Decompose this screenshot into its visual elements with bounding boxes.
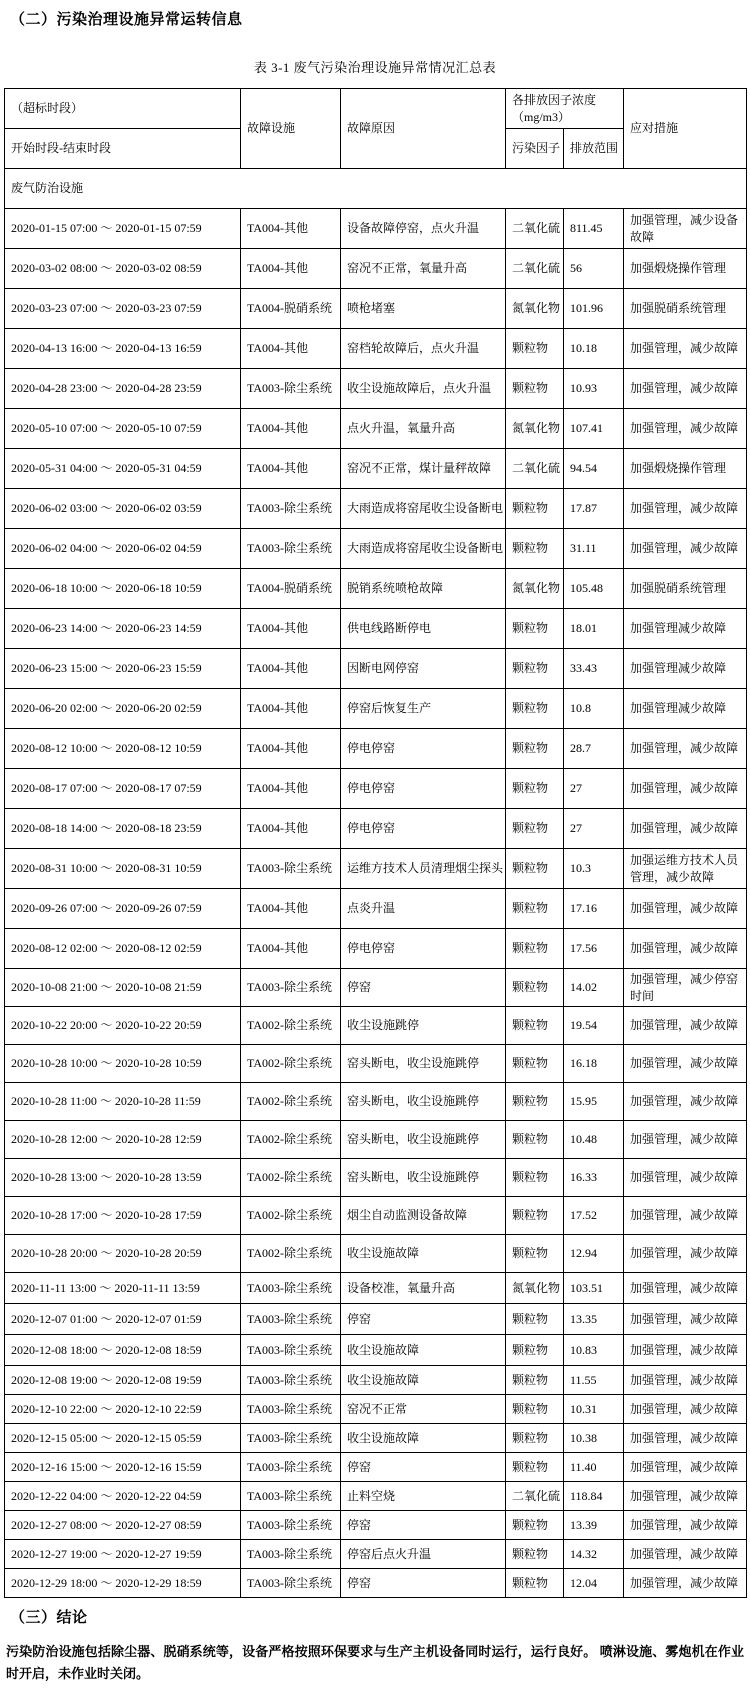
measure-cell: 加强管理，减少故障 <box>624 1453 747 1482</box>
table-row <box>5 209 747 249</box>
measure-cell: 加强管理，减少故障 <box>624 1159 747 1197</box>
pollutant-cell: 二氧化硫 <box>506 449 564 489</box>
facility-cell: TA003-除尘系统 <box>241 1273 341 1304</box>
reason-cell: 收尘设施故障 <box>341 1235 506 1273</box>
pollutant-cell: 颗粒物 <box>506 809 564 849</box>
measure-cell: 加强管理，减少故障 <box>624 809 747 849</box>
facility-cell: TA004-其他 <box>241 769 341 809</box>
value-cell: 28.7 <box>564 729 624 769</box>
value-cell: 11.40 <box>564 1453 624 1482</box>
facility-cell: TA002-除尘系统 <box>241 1007 341 1045</box>
pollutant-cell: 颗粒物 <box>506 769 564 809</box>
reason-cell: 止料空烧 <box>341 1482 506 1511</box>
reason-cell: 收尘设施故障 <box>341 1424 506 1453</box>
value-cell: 56 <box>564 249 624 289</box>
facility-cell: TA002-除尘系统 <box>241 1235 341 1273</box>
value-cell: 17.87 <box>564 489 624 529</box>
table-row <box>5 329 747 369</box>
table-row <box>5 369 747 409</box>
pollutant-cell: 颗粒物 <box>506 729 564 769</box>
facility-cell: TA003-除尘系统 <box>241 1366 341 1395</box>
facility-cell: TA002-除尘系统 <box>241 1121 341 1159</box>
period-cell: 2020-12-08 19:00 ～ 2020-12-08 19:59 <box>5 1366 241 1395</box>
period-cell: 2020-12-27 19:00 ～ 2020-12-27 19:59 <box>5 1540 241 1569</box>
table-row <box>5 649 747 689</box>
period-cell: 2020-09-26 07:00 ～ 2020-09-26 07:59 <box>5 889 241 929</box>
value-cell: 118.84 <box>564 1482 624 1511</box>
pollutant-cell: 二氧化硫 <box>506 1482 564 1511</box>
measure-cell: 加强管理，减少故障 <box>624 489 747 529</box>
pollutant-cell: 颗粒物 <box>506 689 564 729</box>
facility-cell: TA004-其他 <box>241 409 341 449</box>
period-cell: 2020-10-28 20:00 ～ 2020-10-28 20:59 <box>5 1235 241 1273</box>
measure-cell: 加强管理，减少故障 <box>624 729 747 769</box>
value-cell: 13.35 <box>564 1304 624 1335</box>
table-row <box>5 849 747 889</box>
table-row <box>5 1045 747 1083</box>
value-cell: 12.94 <box>564 1235 624 1273</box>
reason-cell: 停电停窑 <box>341 809 506 849</box>
period-cell: 2020-12-08 18:00 ～ 2020-12-08 18:59 <box>5 1335 241 1366</box>
pollutant-cell: 颗粒物 <box>506 649 564 689</box>
table-row <box>5 1366 747 1395</box>
period-cell: 2020-12-22 04:00 ～ 2020-12-22 04:59 <box>5 1482 241 1511</box>
facility-cell: TA004-其他 <box>241 249 341 289</box>
pollutant-cell: 颗粒物 <box>506 1395 564 1424</box>
facility-cell: TA004-其他 <box>241 809 341 849</box>
measure-cell: 加强管理，减少故障 <box>624 369 747 409</box>
table-row <box>5 529 747 569</box>
measure-cell: 加强管理减少故障 <box>624 649 747 689</box>
value-cell: 27 <box>564 809 624 849</box>
value-cell: 12.04 <box>564 1569 624 1598</box>
pollutant-cell: 颗粒物 <box>506 529 564 569</box>
reason-cell: 运维方技术人员清理烟尘探头 <box>341 849 506 889</box>
pollutant-cell: 颗粒物 <box>506 1366 564 1395</box>
footer-paragraph: 污染防治设施包括除尘器、脱硝系统等，设备严格按照环保要求与生产主机设备同时运行，运行良好。 喷淋设施、雾炮机在作业时开启，未作业时关闭。 <box>6 1644 744 1682</box>
period-cell: 2020-08-31 10:00 ～ 2020-08-31 10:59 <box>5 849 241 889</box>
measure-cell: 加强管理，减少故障 <box>624 1366 747 1395</box>
reason-cell: 设备故障停窑，点火升温 <box>341 209 506 249</box>
section-band-label: 废气防治设施 <box>5 169 747 209</box>
period-cell: 2020-06-23 14:00 ～ 2020-06-23 14:59 <box>5 609 241 649</box>
reason-cell: 停窑 <box>341 1569 506 1598</box>
pollutant-cell: 颗粒物 <box>506 1045 564 1083</box>
period-cell: 2020-08-12 02:00 ～ 2020-08-12 02:59 <box>5 929 241 969</box>
reason-cell: 窑头断电，收尘设施跳停 <box>341 1121 506 1159</box>
period-cell: 2020-12-27 08:00 ～ 2020-12-27 08:59 <box>5 1511 241 1540</box>
value-cell: 10.83 <box>564 1335 624 1366</box>
reason-cell: 窑头断电，收尘设施跳停 <box>341 1083 506 1121</box>
value-cell: 14.02 <box>564 969 624 1007</box>
measure-cell: 加强管理，减少故障 <box>624 1235 747 1273</box>
pollutant-cell: 氮氧化物 <box>506 409 564 449</box>
facility-cell: TA004-其他 <box>241 209 341 249</box>
measure-cell: 加强管理，减少故障 <box>624 1424 747 1453</box>
reason-cell: 点火升温，氧量升高 <box>341 409 506 449</box>
pollutant-cell: 颗粒物 <box>506 1121 564 1159</box>
table-row <box>5 409 747 449</box>
period-cell: 2020-12-07 01:00 ～ 2020-12-07 01:59 <box>5 1304 241 1335</box>
value-cell: 17.56 <box>564 929 624 969</box>
table-row <box>5 1424 747 1453</box>
facility-cell: TA003-除尘系统 <box>241 1482 341 1511</box>
reason-cell: 窑况不正常 <box>341 1395 506 1424</box>
measure-cell: 加强管理减少故障 <box>624 609 747 649</box>
value-cell: 101.96 <box>564 289 624 329</box>
pollutant-cell: 颗粒物 <box>506 329 564 369</box>
value-cell: 10.38 <box>564 1424 624 1453</box>
table-row <box>5 1482 747 1511</box>
measure-cell: 加强管理，减少故障 <box>624 1540 747 1569</box>
value-cell: 811.45 <box>564 209 624 249</box>
reason-cell: 因断电网停窑 <box>341 649 506 689</box>
table-caption: 表 3-1 废气污染治理设施异常情况汇总表 <box>253 60 497 75</box>
reason-cell: 停窑 <box>341 1453 506 1482</box>
measure-cell: 加强管理，减少故障 <box>624 1395 747 1424</box>
period-cell: 2020-11-11 13:00 ～ 2020-11-11 13:59 <box>5 1273 241 1304</box>
facility-cell: TA004-其他 <box>241 649 341 689</box>
header-measures: 应对措施 <box>624 89 747 169</box>
reason-cell: 收尘设施故障 <box>341 1366 506 1395</box>
measure-cell: 加强管理，减少故障 <box>624 929 747 969</box>
facility-cell: TA004-其他 <box>241 449 341 489</box>
header-concentration-line2: （mg/m3） <box>512 109 571 124</box>
measure-cell: 加强管理，减少故障 <box>624 769 747 809</box>
pollutant-cell: 颗粒物 <box>506 369 564 409</box>
value-cell: 10.3 <box>564 849 624 889</box>
facility-cell: TA003-除尘系统 <box>241 849 341 889</box>
reason-cell: 窑况不正常，煤计量秤故障 <box>341 449 506 489</box>
pollutant-cell: 颗粒物 <box>506 889 564 929</box>
value-cell: 31.11 <box>564 529 624 569</box>
reason-cell: 大雨造成将窑尾收尘设备断电 <box>341 489 506 529</box>
table-row <box>5 729 747 769</box>
pollutant-cell: 颗粒物 <box>506 489 564 529</box>
value-cell: 11.55 <box>564 1366 624 1395</box>
value-cell: 17.16 <box>564 889 624 929</box>
facility-cell: TA003-除尘系统 <box>241 1395 341 1424</box>
period-cell: 2020-06-02 03:00 ～ 2020-06-02 03:59 <box>5 489 241 529</box>
facility-cell: TA003-除尘系统 <box>241 529 341 569</box>
measure-cell: 加强管理，减少故障 <box>624 1197 747 1235</box>
facility-cell: TA002-除尘系统 <box>241 1197 341 1235</box>
pollutant-cell: 颗粒物 <box>506 1569 564 1598</box>
period-cell: 2020-03-02 08:00 ～ 2020-03-02 08:59 <box>5 249 241 289</box>
measure-cell: 加强管理，减少故障 <box>624 1482 747 1511</box>
pollutant-cell: 颗粒物 <box>506 1159 564 1197</box>
pollutant-cell: 二氧化硫 <box>506 249 564 289</box>
table-row <box>5 249 747 289</box>
table-row <box>5 449 747 489</box>
value-cell: 15.95 <box>564 1083 624 1121</box>
pollutant-cell: 颗粒物 <box>506 1424 564 1453</box>
reason-cell: 窑档轮故障后，点火升温 <box>341 329 506 369</box>
facility-cell: TA004-其他 <box>241 929 341 969</box>
abnormal-operation-table <box>4 88 747 1598</box>
reason-cell: 大雨造成将窑尾收尘设备断电 <box>341 529 506 569</box>
value-cell: 10.18 <box>564 329 624 369</box>
measure-cell: 加强管理，减少故障 <box>624 529 747 569</box>
pollutant-cell: 颗粒物 <box>506 929 564 969</box>
table-row <box>5 289 747 329</box>
facility-cell: TA002-除尘系统 <box>241 1045 341 1083</box>
value-cell: 10.31 <box>564 1395 624 1424</box>
facility-cell: TA003-除尘系统 <box>241 1569 341 1598</box>
reason-cell: 停窑后恢复生产 <box>341 689 506 729</box>
value-cell: 19.54 <box>564 1007 624 1045</box>
reason-cell: 停电停窑 <box>341 929 506 969</box>
period-cell: 2020-10-28 17:00 ～ 2020-10-28 17:59 <box>5 1197 241 1235</box>
value-cell: 105.48 <box>564 569 624 609</box>
facility-cell: TA003-除尘系统 <box>241 1540 341 1569</box>
table-row <box>5 1540 747 1569</box>
facility-cell: TA003-除尘系统 <box>241 969 341 1007</box>
period-cell: 2020-10-28 10:00 ～ 2020-10-28 10:59 <box>5 1045 241 1083</box>
header-range: 排放范围 <box>564 129 624 169</box>
pollutant-cell: 氮氧化物 <box>506 289 564 329</box>
period-cell: 2020-10-08 21:00 ～ 2020-10-08 21:59 <box>5 969 241 1007</box>
facility-cell: TA003-除尘系统 <box>241 1335 341 1366</box>
pollutant-cell: 颗粒物 <box>506 969 564 1007</box>
table-row <box>5 1159 747 1197</box>
header-facility: 故障设施 <box>241 89 341 169</box>
reason-cell: 停窑 <box>341 1304 506 1335</box>
table-row <box>5 1083 747 1121</box>
table-row <box>5 1273 747 1304</box>
period-cell: 2020-05-10 07:00 ～ 2020-05-10 07:59 <box>5 409 241 449</box>
facility-cell: TA004-其他 <box>241 689 341 729</box>
measure-cell: 加强管理，减少故障 <box>624 889 747 929</box>
facility-cell: TA004-脱硝系统 <box>241 569 341 609</box>
period-cell: 2020-10-28 11:00 ～ 2020-10-28 11:59 <box>5 1083 241 1121</box>
period-cell: 2020-08-12 10:00 ～ 2020-08-12 10:59 <box>5 729 241 769</box>
reason-cell: 停窑后点火升温 <box>341 1540 506 1569</box>
table-row <box>5 1395 747 1424</box>
value-cell: 14.32 <box>564 1540 624 1569</box>
reason-cell: 停电停窑 <box>341 729 506 769</box>
reason-cell: 设备校准，氧量升高 <box>341 1273 506 1304</box>
pollutant-cell: 颗粒物 <box>506 1453 564 1482</box>
header-row-top <box>5 89 747 129</box>
measure-cell: 加强管理，减少故障 <box>624 1335 747 1366</box>
value-cell: 13.39 <box>564 1511 624 1540</box>
measure-cell: 加强管理，减少故障 <box>624 1083 747 1121</box>
period-cell: 2020-06-23 15:00 ～ 2020-06-23 15:59 <box>5 649 241 689</box>
value-cell: 103.51 <box>564 1273 624 1304</box>
reason-cell: 窑头断电，收尘设施跳停 <box>341 1045 506 1083</box>
period-cell: 2020-10-28 12:00 ～ 2020-10-28 12:59 <box>5 1121 241 1159</box>
value-cell: 16.18 <box>564 1045 624 1083</box>
period-cell: 2020-04-28 23:00 ～ 2020-04-28 23:59 <box>5 369 241 409</box>
period-cell: 2020-06-20 02:00 ～ 2020-06-20 02:59 <box>5 689 241 729</box>
facility-cell: TA002-除尘系统 <box>241 1159 341 1197</box>
reason-cell: 脱销系统喷枪故障 <box>341 569 506 609</box>
table-row <box>5 1304 747 1335</box>
period-cell: 2020-01-15 07:00 ～ 2020-01-15 07:59 <box>5 209 241 249</box>
header-period-top: （超标时段） <box>5 89 241 129</box>
reason-cell: 停电停窑 <box>341 769 506 809</box>
facility-cell: TA002-除尘系统 <box>241 1083 341 1121</box>
pollutant-cell: 颗粒物 <box>506 849 564 889</box>
reason-cell: 收尘设施故障后，点火升温 <box>341 369 506 409</box>
reason-cell: 点炎升温 <box>341 889 506 929</box>
reason-cell: 停窑 <box>341 1511 506 1540</box>
measure-cell: 加强管理减少故障 <box>624 689 747 729</box>
pollutant-cell: 颗粒物 <box>506 1335 564 1366</box>
pollutant-cell: 颗粒物 <box>506 1083 564 1121</box>
pollutant-cell: 颗粒物 <box>506 1197 564 1235</box>
pollutant-cell: 氮氧化物 <box>506 1273 564 1304</box>
table-row <box>5 1453 747 1482</box>
table-row <box>5 1335 747 1366</box>
section-heading: （二）污染治理设施异常运转信息 <box>10 12 243 28</box>
period-cell: 2020-04-13 16:00 ～ 2020-04-13 16:59 <box>5 329 241 369</box>
facility-cell: TA004-脱硝系统 <box>241 289 341 329</box>
reason-cell: 供电线路断停电 <box>341 609 506 649</box>
value-cell: 10.48 <box>564 1121 624 1159</box>
measure-cell: 加强管理，减少设备故障 <box>624 209 747 249</box>
pollutant-cell: 颗粒物 <box>506 1511 564 1540</box>
header-concentration-group <box>506 89 624 129</box>
pollutant-cell: 二氧化硫 <box>506 209 564 249</box>
period-cell: 2020-12-29 18:00 ～ 2020-12-29 18:59 <box>5 1569 241 1598</box>
period-cell: 2020-03-23 07:00 ～ 2020-03-23 07:59 <box>5 289 241 329</box>
measure-cell: 加强管理，减少故障 <box>624 1511 747 1540</box>
period-cell: 2020-08-18 14:00 ～ 2020-08-18 23:59 <box>5 809 241 849</box>
reason-cell: 收尘设施故障 <box>341 1335 506 1366</box>
pollutant-cell: 颗粒物 <box>506 1235 564 1273</box>
facility-cell: TA004-其他 <box>241 889 341 929</box>
value-cell: 94.54 <box>564 449 624 489</box>
value-cell: 107.41 <box>564 409 624 449</box>
pollutant-cell: 氮氧化物 <box>506 569 564 609</box>
pollutant-cell: 颗粒物 <box>506 1007 564 1045</box>
period-cell: 2020-12-16 15:00 ～ 2020-12-16 15:59 <box>5 1453 241 1482</box>
value-cell: 10.8 <box>564 689 624 729</box>
measure-cell: 加强管理，减少故障 <box>624 1304 747 1335</box>
pollutant-cell: 颗粒物 <box>506 1304 564 1335</box>
facility-cell: TA004-其他 <box>241 729 341 769</box>
reason-cell: 窑况不正常，氧量升高 <box>341 249 506 289</box>
period-cell: 2020-10-28 13:00 ～ 2020-10-28 13:59 <box>5 1159 241 1197</box>
measure-cell: 加强煅烧操作管理 <box>624 249 747 289</box>
period-cell: 2020-12-10 22:00 ～ 2020-12-10 22:59 <box>5 1395 241 1424</box>
header-reason: 故障原因 <box>341 89 506 169</box>
footer-heading: （三）结论 <box>10 1610 88 1626</box>
table-row <box>5 569 747 609</box>
value-cell: 33.43 <box>564 649 624 689</box>
period-cell: 2020-08-17 07:00 ～ 2020-08-17 07:59 <box>5 769 241 809</box>
facility-cell: TA003-除尘系统 <box>241 369 341 409</box>
period-cell: 2020-05-31 04:00 ～ 2020-05-31 04:59 <box>5 449 241 489</box>
reason-cell: 停窑 <box>341 969 506 1007</box>
header-pollutant: 污染因子 <box>506 129 564 169</box>
value-cell: 27 <box>564 769 624 809</box>
measure-cell: 加强管理，减少停窑时间 <box>624 969 747 1007</box>
table-row <box>5 1235 747 1273</box>
table-row <box>5 1511 747 1540</box>
facility-cell: TA003-除尘系统 <box>241 1453 341 1482</box>
measure-cell: 加强脱硝系统管理 <box>624 569 747 609</box>
value-cell: 18.01 <box>564 609 624 649</box>
reason-cell: 喷枪堵塞 <box>341 289 506 329</box>
table-row <box>5 969 747 1007</box>
table-row <box>5 1007 747 1045</box>
measure-cell: 加强管理，减少故障 <box>624 1007 747 1045</box>
period-cell: 2020-06-02 04:00 ～ 2020-06-02 04:59 <box>5 529 241 569</box>
value-cell: 10.93 <box>564 369 624 409</box>
header-period-bottom: 开始时段-结束时段 <box>5 129 241 169</box>
table-row <box>5 609 747 649</box>
measure-cell: 加强管理，减少故障 <box>624 329 747 369</box>
measure-cell: 加强管理，减少故障 <box>624 1045 747 1083</box>
table-row <box>5 1121 747 1159</box>
table-row <box>5 889 747 929</box>
measure-cell: 加强管理，减少故障 <box>624 409 747 449</box>
reason-cell: 收尘设施跳停 <box>341 1007 506 1045</box>
period-cell: 2020-06-18 10:00 ～ 2020-06-18 10:59 <box>5 569 241 609</box>
facility-cell: TA004-其他 <box>241 329 341 369</box>
facility-cell: TA003-除尘系统 <box>241 1511 341 1540</box>
measure-cell: 加强运维方技术人员管理，减少故障 <box>624 849 747 889</box>
table-row <box>5 1569 747 1598</box>
table-row <box>5 809 747 849</box>
measure-cell: 加强管理，减少故障 <box>624 1273 747 1304</box>
measure-cell: 加强煅烧操作管理 <box>624 449 747 489</box>
table-row <box>5 689 747 729</box>
section-band-row <box>5 169 747 209</box>
header-concentration-line1: 各排放因子浓度 <box>512 93 597 108</box>
pollutant-cell: 颗粒物 <box>506 609 564 649</box>
period-cell: 2020-10-22 20:00 ～ 2020-10-22 20:59 <box>5 1007 241 1045</box>
measure-cell: 加强管理，减少故障 <box>624 1121 747 1159</box>
facility-cell: TA003-除尘系统 <box>241 1424 341 1453</box>
facility-cell: TA004-其他 <box>241 609 341 649</box>
period-cell: 2020-12-15 05:00 ～ 2020-12-15 05:59 <box>5 1424 241 1453</box>
table-row <box>5 489 747 529</box>
reason-cell: 窑头断电，收尘设施跳停 <box>341 1159 506 1197</box>
facility-cell: TA003-除尘系统 <box>241 489 341 529</box>
value-cell: 17.52 <box>564 1197 624 1235</box>
pollutant-cell: 颗粒物 <box>506 1540 564 1569</box>
reason-cell: 烟尘自动监测设备故障 <box>341 1197 506 1235</box>
facility-cell: TA003-除尘系统 <box>241 1304 341 1335</box>
value-cell: 16.33 <box>564 1159 624 1197</box>
measure-cell: 加强管理，减少故障 <box>624 1569 747 1598</box>
table-header <box>5 89 747 169</box>
table-row <box>5 769 747 809</box>
table-body <box>5 169 747 1598</box>
table-row <box>5 1197 747 1235</box>
table-row <box>5 929 747 969</box>
measure-cell: 加强脱硝系统管理 <box>624 289 747 329</box>
